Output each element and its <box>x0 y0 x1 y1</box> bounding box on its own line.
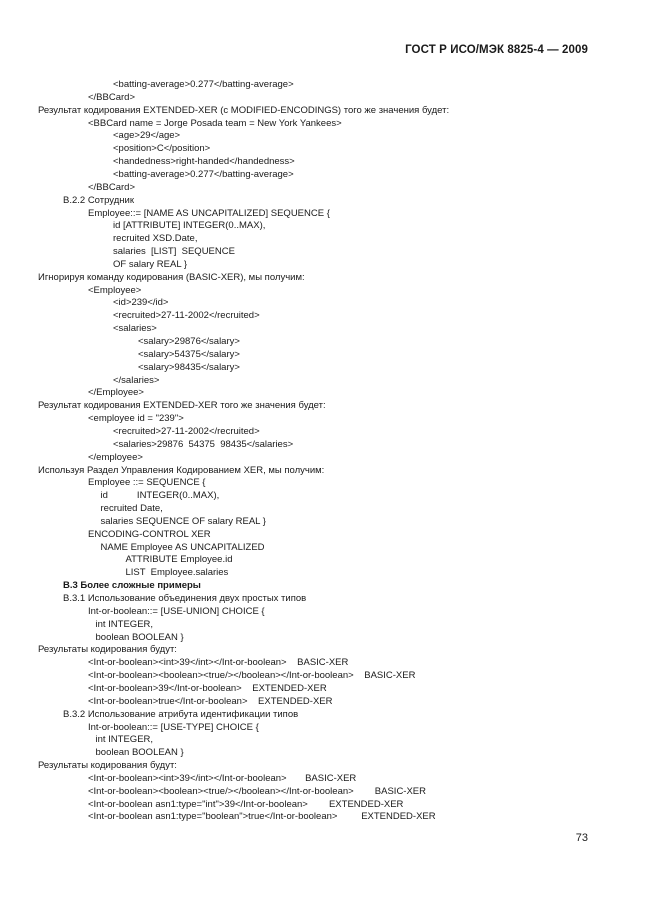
text-line: <employee id = "239"> <box>88 413 184 425</box>
text-line: B.3.1 Использование объединения двух простых типов <box>63 593 307 604</box>
text-line: Игнорируя команду кодирования (BASIC-XER), мы получим: <box>38 271 305 283</box>
text-line: <salaries> <box>113 323 157 335</box>
text-line: <recruited>27-11-2002</recruited> <box>113 425 260 437</box>
text-line: Int-or-boolean::= [USE-UNION] CHOICE { <box>88 605 265 617</box>
text-line: <salaries>29876 54375 98435</salaries> <box>113 438 294 450</box>
text-line: ATTRIBUTE Employee.id <box>125 554 233 566</box>
page-number: 73 <box>575 832 588 844</box>
text-line: <recruited>27-11-2002</recruited> <box>113 310 260 322</box>
text-line: LIST Employee.salaries <box>125 567 229 579</box>
text-line: <Int-or-boolean><int>39</int></Int-or-boolean> BASIC-XER <box>88 772 357 784</box>
text-line: <Int-or-boolean>true</Int-or-boolean> EXTENDED-XER <box>88 695 333 707</box>
text-line: int INTEGER, <box>95 618 154 630</box>
document-header: ГОСТ Р ИСО/МЭК 8825-4 — 2009 <box>405 44 588 56</box>
text-line: OF salary REAL } <box>113 258 188 270</box>
text-line: B.3.2 Использование атрибута идентификации типов <box>63 708 299 720</box>
text-line: Результаты кодирования будут: <box>38 760 177 772</box>
text-line: int INTEGER, <box>95 734 154 746</box>
text-line: <Employee> <box>88 284 142 296</box>
section-heading: B.3 Более сложные примеры <box>63 580 201 592</box>
text-line: salaries SEQUENCE OF salary REAL } <box>100 515 266 527</box>
text-line: </employee> <box>88 451 143 463</box>
text-line: Результат кодирования EXTENDED-XER того же значения будет: <box>38 400 326 412</box>
text-line: <Int-or-boolean><boolean><true/></boolean></Int-or-boolean> BASIC-XER <box>88 785 427 797</box>
text-line: <Int-or-boolean asn1:type="int">39</Int-or-boolean> EXTENDED-XER <box>88 798 404 810</box>
text-line: <age>29</age> <box>113 130 181 142</box>
text-line: </BBCard> <box>88 91 135 103</box>
text-line: <salary>54375</salary> <box>138 348 240 360</box>
text-line: <position>C</position> <box>113 143 211 155</box>
text-line: Используя Раздел Управления Кодированием XER, мы получим: <box>38 464 325 476</box>
text-line: id [ATTRIBUTE] INTEGER(0..MAX), <box>113 220 266 232</box>
text-line: <Int-or-boolean><int>39</int></Int-or-boolean> BASIC-XER <box>88 657 349 669</box>
text-line: Employee ::= SEQUENCE { <box>88 477 206 489</box>
text-line: <salary>98435</salary> <box>138 361 240 373</box>
text-line: B.2.2 Сотрудник <box>63 194 134 206</box>
text-line: <batting-average>0.277</batting-average> <box>113 168 294 180</box>
text-line: </salaries> <box>113 374 160 386</box>
text-line: <Int-or-boolean>39</Int-or-boolean> EXTENDED-XER <box>88 682 327 694</box>
text-line: Результаты кодирования будут: <box>38 644 177 656</box>
text-line: ENCODING-CONTROL XER <box>88 528 211 540</box>
text-line: id INTEGER(0..MAX), <box>100 490 220 502</box>
text-line: <handedness>right-handed</handedness> <box>113 156 295 168</box>
text-line: boolean BOOLEAN } <box>95 747 184 759</box>
text-line: Employee::= [NAME AS UNCAPITALIZED] SEQUENCE { <box>88 207 330 219</box>
text-line: boolean BOOLEAN } <box>95 631 184 643</box>
text-line: <id>239</id> <box>113 297 169 309</box>
text-line: <BBCard name = Jorge Posada team = New York Yankees> <box>88 117 342 129</box>
text-line: <salary>29876</salary> <box>138 336 240 347</box>
text-line: </BBCard> <box>88 181 135 193</box>
text-line: Int-or-boolean::= [USE-TYPE] CHOICE { <box>88 721 259 733</box>
text-line: </Employee> <box>88 387 144 399</box>
text-line: salaries [LIST] SEQUENCE <box>113 246 235 258</box>
text-line: <batting-average>0.277</batting-average> <box>113 79 294 90</box>
text-line: NAME Employee AS UNCAPITALIZED <box>100 541 265 553</box>
text-line: recruited Date, <box>100 503 163 515</box>
text-line: Результат кодирования EXTENDED-XER (с MODIFIED-ENCODINGS) того же значения будет: <box>38 104 450 116</box>
text-line: <Int-or-boolean asn1:type="boolean">true</Int-or-boolean> EXTENDED-XER <box>88 811 436 823</box>
text-line: recruited XSD.Date, <box>113 233 198 245</box>
text-line: <Int-or-boolean><boolean><true/></boolean></Int-or-boolean> BASIC-XER <box>88 670 416 682</box>
